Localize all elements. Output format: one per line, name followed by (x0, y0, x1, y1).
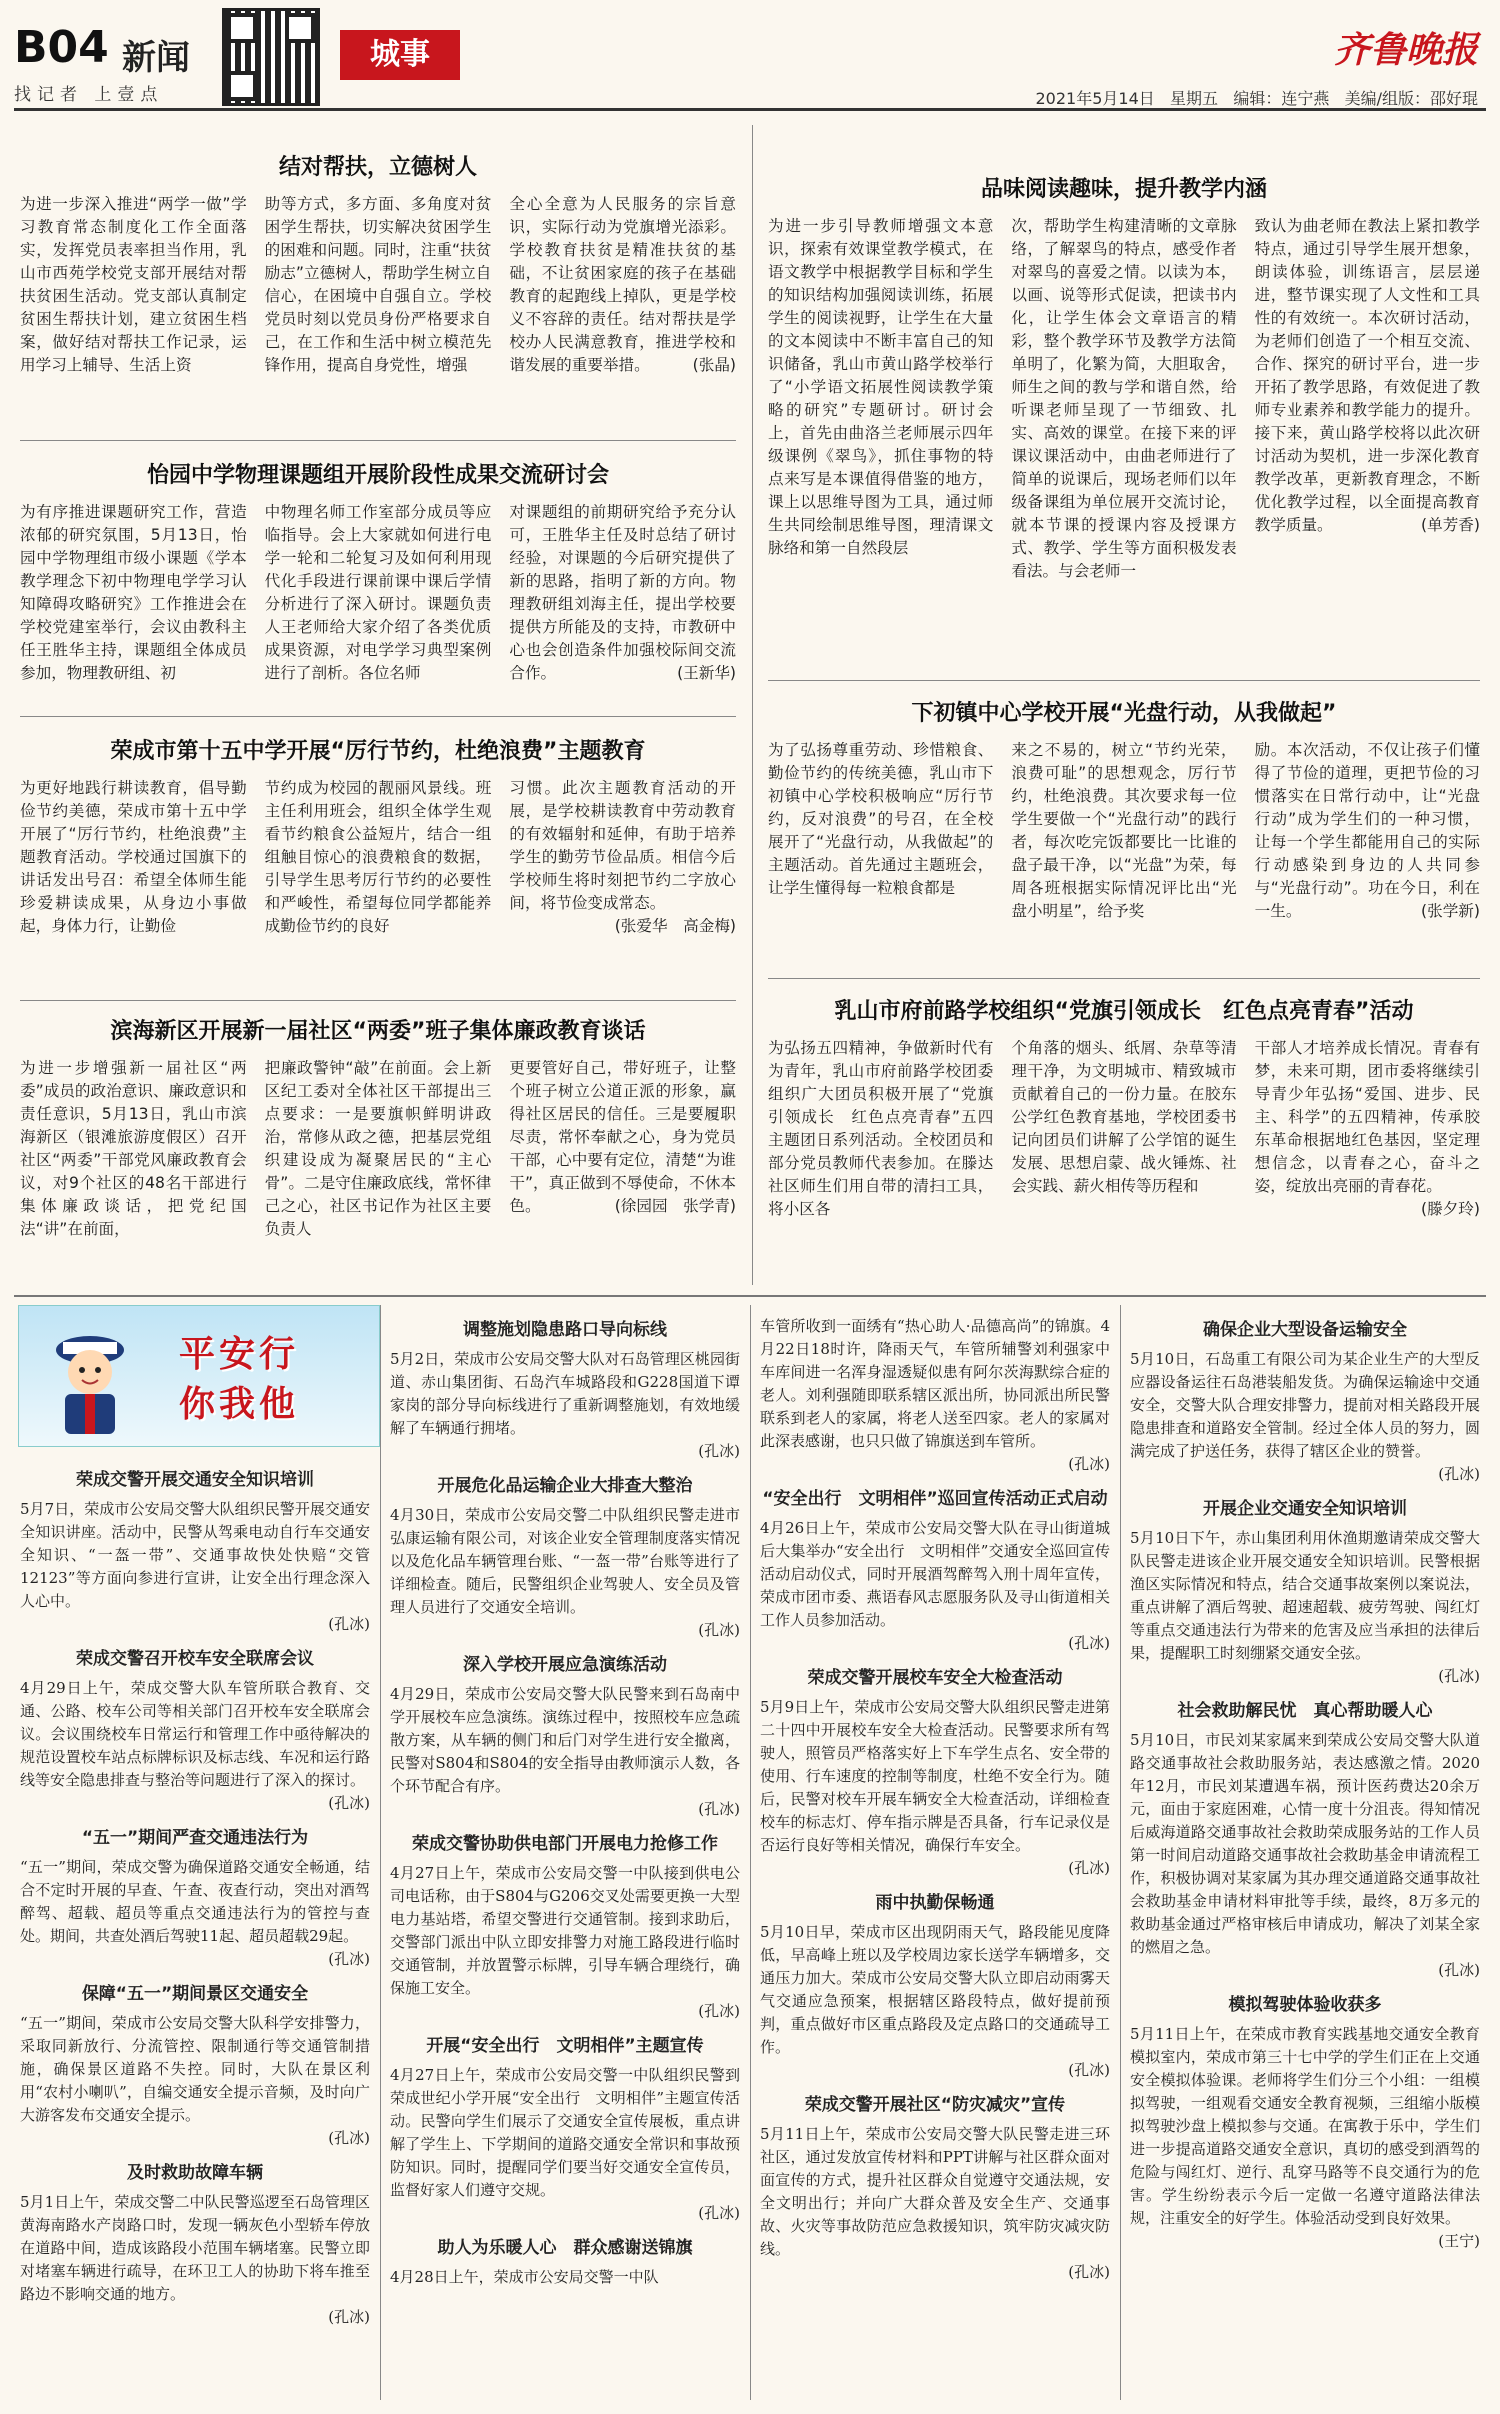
author: (王新华) (677, 664, 737, 682)
page-header (0, 0, 1500, 112)
brief-author: (孔冰) (1068, 1455, 1110, 1473)
brief-title: 开展“安全出行 文明相伴”主题宣传 (426, 2036, 704, 2056)
brief-text: 4月29日，荣成市公安局交警大队民警来到石岛南中学开展校车应急演练。演练过程中，按照校车应急疏散方案，从车辆的侧门和后门对学生进行安全撤离，民警对S804和S804的安全指导由教师演示人数，各个环节配合有序。 (390, 1685, 740, 1795)
section-name: 新闻 (122, 38, 190, 78)
brief-title: 模拟驾驶体验收获多 (1228, 1995, 1382, 2015)
brief-author: (孔冰) (1068, 1859, 1110, 1877)
bottom-column-3 (760, 1305, 1110, 2282)
brief-text: 4月27日上午，荣成市公安局交警一中队接到供电公司电话称，由于S804与G206交叉处需要更换一大型电力基站塔，希望交警进行交通管制。接到求助后，交警部门派出中队立即安排警力对施工路段进行临时交通管制，并放置警示标牌，引导车辆合理绕行，确保施工安全。 (390, 1864, 740, 1997)
article-col: 节约成为校园的靓丽风景线。班主任利用班会，组织全体学生观看节约粮食公益短片，结合一组组触目惊心的浪费粮食的数据，引导学生思考厉行节约的必要性和严峻性，希望每位同学都能养成勤俭节约的良好 (264, 779, 492, 935)
column-divider (752, 125, 753, 1285)
brief-text: 5月10日下午，赤山集团利用休渔期邀请荣成交警大队民警走进该企业开展交通安全知识培训。民警根据渔区实际情况和特点，结合交通事故案例以案说法，重点讲解了酒后驾驶、超速超载、疲劳驾驶、闯红灯等重点交通违法行为带来的危害及应当承担的法律后果，提醒职工时刻绷紧交通安全弦。 (1130, 1529, 1480, 1662)
brief-title: 雨中执勤保畅通 (875, 1893, 995, 1913)
brief-text: “五一”期间，荣成交警为确保道路交通安全畅通，结合不定时开展的早查、午查、夜查行动，突出对酒驾醉驾、超载、超员等重点交通违法行为的管控与查处。期间，共查处酒后驾驶11起、超员超载29起。 (20, 1858, 370, 1945)
qr-code-icon (222, 8, 320, 106)
article-6 (768, 696, 1480, 923)
article-title: 滨海新区开展新一届社区“两委”班子集体廉政教育谈话 (110, 1019, 646, 1044)
article-col: 为进一步增强新一届社区“两委”成员的政治意识、廉政意识和责任意识，5月13日，乳山市滨海新区（银滩旅游度假区）召开社区“两委”干部党风廉政教育会议，对9个社区的48名干部进行集体廉政谈话，把党纪国法“讲”在前面， (20, 1059, 247, 1238)
article-col: 致认为曲老师在教法上紧扣教学特点，通过引导学生展开想象，朗读体验，训练语言，层层递进，整节课实现了人文性和工具性的有效统一。本次研讨活动，为老师们创造了一个相互交流、合作、探究的研讨平台，进一步开拓了教学思路，有效促进了教师专业素养和教学能力的提升。接下来，黄山路学校将以此次研讨活动为契机，进一步深化教育教学改革，更新教育理念，不断优化教学过程，以全面提高教育教学质量。 (单芳香) (1255, 215, 1480, 583)
article-col: 次，帮助学生构建清晰的文章脉络，了解翠鸟的特点，感受作者对翠鸟的喜爱之情。以读为本，以画、说等形式促读，把读书内化，让学生体会文章语言的精彩，整个教学环节及教学方法简单明了，化繁为简，大胆取舍，师生之间的教与学和谐自然，给听课老师呈现了一节细致、扎实、高效的课堂。在接下来的评课议课活动中，由曲老师进行了简单的说课后，现场老师们以年级备课组为单位展开交流讨论，就本节课的授课内容及授课方式、教学、学生等方面积极发表看法。与会老师一 (1011, 217, 1237, 580)
brief-text: 5月11日上午，荣成市公安局交警大队民警走进三环社区，通过发放宣传材料和PPT讲解与社区群众面对面宣传的方式，提升社区群众自觉遵守交通法规，安全文明出行；并向广大群众普及安全生产、交通事故、火灾等事故防范应急救援知识，筑牢防灾减灾防线。 (760, 2125, 1110, 2258)
article-3 (20, 734, 736, 938)
brief-author: (孔冰) (328, 1615, 370, 1633)
brief-title: 荣成交警开展社区“防灾减灾”宣传 (804, 2095, 1066, 2115)
article-4 (20, 1014, 736, 1241)
date: 2021年5月14日 (1035, 89, 1155, 108)
brief-author: (孔冰) (698, 1800, 740, 1818)
brief-title: “五一”期间严查交通违法行为 (81, 1828, 309, 1848)
brief-text: 5月10日，石岛重工有限公司为某企业生产的大型反应器设备运往石岛港装船发货。为确保运输途中交通安全，交警大队合理安排警力，提前对相关路段开展隐患排查和道路安全管制。经过全体人员的努力，圆满完成了护送任务，获得了辖区企业的赞誉。 (1130, 1350, 1480, 1460)
article-col: 更要管好自己，带好班子，让整个班子树立公道正派的形象，赢得社区居民的信任。三是要履职尽责，常怀奉献之心，身为党员干部，心中要有定位，清楚“为谁干”，真正做到不辱使命，不休本色。 (徐园园 张学青) (509, 1057, 736, 1241)
article-2 (20, 458, 736, 685)
brief-title: 社会救助解民忧 真心帮助暖人心 (1177, 1701, 1433, 1721)
article-col: 助等方式，多方面、多角度对贫困学生帮扶，切实解决贫困学生的困难和问题。同时，注重“扶贫励志”立德树人，帮助学生树立自信心，在困境中自强自立。学校党员时刻以党员身份严格要求自己，在工作和生活中树立模范先锋作用，提高自身党性，增强 (264, 195, 492, 374)
dateline (1036, 86, 1479, 109)
weekday: 星期五 (1170, 89, 1219, 108)
author: (张爱华 高金梅) (614, 917, 737, 935)
column-name: 城事 (340, 30, 460, 80)
brief-author: (孔冰) (698, 1442, 740, 1460)
traffic-police-icon (35, 1320, 145, 1436)
brief-title: 助人为乐暖人心 群众感谢送锦旗 (437, 2238, 693, 2258)
divider (20, 716, 736, 717)
divider (768, 978, 1480, 979)
article-col: 为进一步引导教师增强文本意识，探索有效课堂教学模式，在语文教学中根据教学目标和学生的知识结构加强阅读训练，拓展学生的阅读视野，让学生在大量的文本阅读中不断丰富自己的知识储备，乳山市黄山路学校举行了“小学语文拓展性阅读教学策略的研究”专题研讨。研讨会上，首先由曲洛兰老师展示四年级课例《翠鸟》，抓住事物的特点来写是本课值得借鉴的地方，课上以思维导图为工具，通过师生共同绘制思维导图，理清课文脉络和第一自然段层 (768, 217, 994, 557)
brief-text: 4月26日上午，荣成市公安局交警大队在寻山街道城后大集举办“安全出行 文明相伴”交通安全巡回宣传活动启动仪式，同时开展酒驾醉驾入刑十周年宣传，荣成市团市委、燕语春风志愿服务队及寻山街道相关工作人员参加活动。 (760, 1519, 1110, 1629)
article-7 (768, 994, 1480, 1221)
brief-text: 车管所收到一面绣有“热心助人·品德高尚”的锦旗。4月22日18时许，降雨天气，车管所辅警刘利强家中车库间进一名浑身湿透疑似患有阿尔茨海默综合症的老人。刘利强随即联系辖区派出所，协同派出所民警联系到老人的家属，将老人送至四家。老人的家属对此深表感谢，也只只做了锦旗送到车管所。 (760, 1317, 1110, 1450)
author: (张学新) (1421, 902, 1480, 920)
brief-title: 确保企业大型设备运输安全 (1203, 1320, 1407, 1340)
brief-author: (孔冰) (328, 1794, 370, 1812)
brief-author: (孔冰) (1068, 2263, 1110, 2281)
brief-title: 调整施划隐患路口导向标线 (463, 1320, 667, 1340)
brief-title: 保障“五一”期间景区交通安全 (81, 1984, 309, 2004)
brief-text: 5月1日上午，荣成交警二中队民警巡逻至石岛管理区黄海南路水产岗路口时，发现一辆灰色小型轿车停放在道路中间，造成该路段小范围车辆堵塞。民警立即对堵塞车辆进行疏导，在环卫工人的协助下将车推至路边不影响交通的地方。 (20, 2193, 370, 2303)
article-title: 品味阅读趣味，提升教学内涵 (980, 177, 1267, 202)
brief-title: 开展危化品运输企业大排查大整治 (437, 1476, 693, 1496)
brief-author: (孔冰) (328, 1950, 370, 1968)
article-col: 全心全意为人民服务的宗旨意识，实际行动为党旗增光添彩。学校教育扶贫是精准扶贫的基础，不让贫困家庭的孩子在基础教育的起跑线上掉队，更是学校义不容辞的责任。结对帮扶是学校办人民满意教育，推进学校和谐发展的重要举措。 (张晶) (509, 193, 736, 377)
brief-title: 荣成交警开展校车安全大检查活动 (807, 1668, 1063, 1688)
banner-line-2: 你我他 (179, 1383, 300, 1425)
brief-text: 4月30日，荣成市公安局交警二中队组织民警走进市弘康运输有限公司，对该企业安全管理制度落实情况以及危化品车辆管理台账、“一盔一带”台账等进行了详细检查。随后，民警组织企业驾驶人、安全员及管理人员进行了交通安全培训。 (390, 1506, 740, 1616)
banner-line-1: 平安行 (179, 1333, 300, 1375)
divider (768, 680, 1480, 681)
header-rule (14, 108, 1486, 111)
brief-author: (孔冰) (698, 2002, 740, 2020)
article-title: 怡园中学物理课题组开展阶段性成果交流研讨会 (146, 463, 609, 488)
brief-author: (孔冰) (698, 1621, 740, 1639)
brief-author: (孔冰) (328, 2129, 370, 2147)
designer: 美编/组版：邵好琨 (1344, 89, 1478, 108)
article-col: 为了弘扬尊重劳动、珍惜粮食、勤俭节约的传统美德，乳山市下初镇中心学校积极响应“厉行节约，反对浪费”的号召，在全校展开了“光盘行动，从我做起”的主题活动。首先通过主题班会，让学生懂得每一粒粮食都是 (768, 741, 994, 897)
article-col: 为更好地践行耕读教育，倡导勤俭节约美德，荣成市第十五中学开展了“厉行节约，杜绝浪费”主题教育活动。学校通过国旗下的讲话发出号召：希望全体师生能珍爱耕读成果，从身边小事做起，身体力行，让勤俭 (20, 779, 247, 935)
brief-text: 4月28日上午，荣成市公安局交警一中队 (390, 2268, 659, 2286)
brief-title: 开展企业交通安全知识培训 (1203, 1499, 1407, 1519)
brief-text: 5月2日，荣成市公安局交警大队对石岛管理区桃园街道、赤山集团街、石岛汽车城路段和G228国道下谭家岗的部分导向标线进行了重新调整施划，有效地缓解了车辆通行拥堵。 (390, 1350, 740, 1437)
brief-title: 深入学校开展应急演练活动 (463, 1655, 667, 1675)
brief-text: 5月7日，荣成市公安局交警大队组织民警开展交通安全知识讲座。活动中，民警从驾乘电动自行车交通安全知识、“一盔一带”、交通事故快处快赔“交管12123”等方面向参进行宣讲，让安全出行理念深入人心中。 (20, 1500, 370, 1610)
article-col: 来之不易的，树立“节约光荣，浪费可耻”的思想观念，厉行节约，杜绝浪费。其次要求每一位学生要做一个“光盘行动”的践行者，每次吃完饭都要比一比谁的盘子最干净，以“光盘”为荣，每周各班根据实际情况评比出“光盘小明星”，给予奖 (1011, 741, 1237, 920)
safety-banner (18, 1305, 380, 1447)
brief-author: (孔冰) (1438, 1961, 1480, 1979)
article-col: 中物理名师工作室部分成员等应临指导。会上大家就如何进行电学一轮和二轮复习及如何利用现代化手段进行课前课中课后学情分析进行了深入研讨。课题负责人王老师给大家介绍了各类优质成果资源，对电学学习典型案例进行了剖析。各位名师 (264, 503, 492, 682)
editor: 编辑：连宁燕 (1233, 89, 1330, 108)
brief-author: (孔冰) (1438, 1465, 1480, 1483)
author: (单芳香) (1421, 516, 1480, 534)
brief-title: 荣成交警开展交通安全知识培训 (76, 1470, 314, 1490)
article-title: 下初镇中心学校开展“光盘行动，从我做起” (911, 701, 1337, 726)
brief-title: 荣成交警协助供电部门开展电力抢修工作 (412, 1834, 718, 1854)
brief-title: 及时救助故障车辆 (127, 2163, 263, 2183)
brief-author: (孔冰) (1438, 1667, 1480, 1685)
article-col: 为进一步深入推进“两学一做”学习教育常态制度化工作全面落实，发挥党员表率担当作用，乳山市西苑学校党支部开展结对帮扶贫困生活动。党支部认真制定贫困生帮扶计划，建立贫困生档案，做好结对帮扶工作记录，运用学习上辅导、生活上资 (20, 195, 247, 374)
article-col: 为弘扬五四精神，争做新时代有为青年，乳山市府前路学校团委组织广大团员积极开展了“党旗引领成长 红色点亮青春”五四主题团日系列活动。全校团员和部分党员教师代表参加。在滕达社区师生们用自带的清扫工具，将小区各 (768, 1039, 994, 1218)
article-col: 个角落的烟头、纸屑、杂草等清理干净，为文明城市、精致城市贡献着自己的一份力量。在胶东公学红色教育基地，学校团委书记向团员们讲解了公学馆的诞生发展、思想启蒙、战火锤炼、社会实践、薪火相传等历程和 (1011, 1039, 1237, 1195)
article-1 (20, 150, 736, 377)
brief-author: (孔冰) (1068, 1634, 1110, 1652)
bottom-column-1 (20, 1455, 370, 2327)
article-title: 乳山市府前路学校组织“党旗引领成长 红色点亮青春”活动 (834, 999, 1414, 1024)
article-col: 为有序推进课题研究工作，营造浓郁的研究氛围，5月13日，怡园中学物理组市级小课题《学本教学理念下初中物理电学学习认知障碍攻略研究》工作推进会在学校党建室举行，会议由教科主任王胜华主持，课题组全体成员参加，物理教研组、初 (20, 503, 247, 682)
brief-text: 5月11日上午，在荣成市教育实践基地交通安全教育模拟室内，荣成市第三十七中学的学生们正在上交通安全模拟体验课。老师将学生们分三个小组：一组模拟驾驶，一组观看交通安全教育视频，三组缩小版模拟驾驶沙盘上模拟参与交通。在寓教于乐中，学生们进一步提高道路交通安全意识，真切的感受到酒驾的危险与闯红灯、逆行、乱穿马路等不良交通行为的危害。学生纷纷表示今后一定做一名遵守道路法律法规，注重安全的好学生。体验活动受到良好效果。 (1130, 2025, 1480, 2227)
brief-author: (孔冰) (698, 2204, 740, 2222)
brief-text: 5月9日上午，荣成市公安局交警大队组织民警走进第二十四中开展校车安全大检查活动。民警要求所有驾驶人，照管员严格落实好上下车学生点名、安全带的使用、行车速度的控制等制度，杜绝不安全行为。随后，民警对校车开展车辆安全大检查活动，详细检查校车的标志灯、停车指示牌是否具备，行车记录仪是否运行良好等相关情况，确保行车安全。 (760, 1698, 1110, 1854)
brief-title: “安全出行 文明相伴”巡回宣传活动正式启动 (762, 1489, 1108, 1509)
divider (20, 1000, 736, 1001)
article-col: 励。本次活动，不仅让孩子们懂得了节俭的道理，更把节俭的习惯落实在日常行动中，让“光盘行动”成为学生们的一种习惯，让每一个学生都能用自己的实际行动感染到身边的人共同参与“光盘行动”。功在今日，利在一生。 (张学新) (1255, 739, 1480, 923)
brief-author: (王宁) (1438, 2232, 1480, 2250)
column-divider (380, 1305, 381, 2400)
author: (滕夕玲) (1421, 1200, 1480, 1218)
brief-title: 荣成交警召开校车安全联席会议 (76, 1649, 314, 1669)
page-number: B04 (14, 22, 109, 73)
brief-text: “五一”期间，荣成市公安局交警大队科学安排警力，采取同新放行、分流管控、限制通行等交通管制措施，确保景区道路不失控。同时，大队在景区利用“农村小喇叭”，自编交通安全提示音频，及时向广大游客发布交通安全提示。 (20, 2014, 370, 2124)
brief-text: 5月10日早，荣成市区出现阴雨天气，路段能见度降低，早高峰上班以及学校周边家长送学车辆增多，交通压力加大。荣成市公安局交警大队立即启动雨雾天气交通应急预案，根据辖区路段特点，做好提前预判，重点做好市区重点路段及定点路口的交通疏导工作。 (760, 1923, 1110, 2056)
slogan: 找记者 上壹点 (14, 85, 164, 105)
brief-text: 4月27日上午，荣成市公安局交警一中队组织民警到荣成世纪小学开展“安全出行 文明相伴”主题宣传活动。民警向学生们展示了交通安全宣传展板，重点讲解了学生上、下学期间的道路交通安全常识和事故预防知识。同时，提醒同学们要当好交通安全宣传员，监督好家人们遵守交规。 (390, 2066, 740, 2199)
section-rule (14, 1295, 1486, 1297)
bottom-column-4 (1130, 1305, 1480, 2251)
author: (张晶) (692, 356, 737, 374)
article-5 (768, 172, 1480, 583)
article-col: 对课题组的前期研究给予充分认可，王胜华主任及时总结了研讨经验，对课题的今后研究提供了新的思路，指明了新的方向。物理教研组刘海主任，提出学校要提供方所能及的支持，市教研中心也会创造条件加强校际间交流合作。 (王新华) (509, 501, 736, 685)
column-divider (750, 1305, 751, 2400)
brief-author: (孔冰) (1068, 2061, 1110, 2079)
article-title: 荣成市第十五中学开展“厉行节约，杜绝浪费”主题教育 (110, 739, 646, 764)
newspaper-logo: 齐鲁晚报 (1333, 29, 1478, 71)
divider (20, 440, 736, 441)
article-col: 干部人才培养成长情况。青春有梦，未来可期，团市委将继续引导青少年弘扬“爱国、进步、民主、科学”的五四精神，传承胶东革命根据地红色基因，坚定理想信念，以青春之心，奋斗之姿，绽放出亮丽的青春花。 (滕夕玲) (1255, 1037, 1480, 1221)
bottom-column-2 (390, 1305, 740, 2289)
author: (徐园园 张学青) (614, 1197, 737, 1215)
brief-text: 5月10日，市民刘某家属来到荣成公安局交警大队道路交通事故社会救助服务站，表达感激之情。2020年12月，市民刘某遭遇车祸，预计医药费达20余万元，面由于家庭困难，心情一度十分沮丧。得知情况后威海道路交通事故社会救助荣成服务站的工作人员第一时间启动道路交通事故社会救助基金申请流程工作，积极协调对某家属为其办理交通道路交通事故社会救助基金申请材料审批等手续，最终，8万多元的救助基金通过严格审核后申请成功，解决了刘某全家的燃眉之急。 (1130, 1731, 1480, 1956)
article-title: 结对帮扶，立德树人 (278, 155, 477, 180)
article-col: 把廉政警钟“敲”在前面。会上新区纪工委对全体社区干部提出三点要求：一是要旗帜鲜明讲政治，常修从政之德，把基层党组织建设成为凝聚居民的“主心骨”。二是守住廉政底线，常怀律己之心，社区书记作为社区主要负责人 (264, 1059, 492, 1238)
brief-author: (孔冰) (328, 2308, 370, 2326)
column-divider (1120, 1305, 1121, 2400)
article-col: 习惯。此次主题教育活动的开展，是学校耕读教育中劳动教育的有效辐射和延伸，有助于培养学生的勤劳节俭品质。相信今后学校师生将时刻把节约二字放心间，将节俭变成常态。 (张爱华 高金梅) (509, 777, 736, 938)
brief-text: 4月29日上午，荣成交警大队车管所联合教育、交通、公路、校车公司等相关部门召开校车安全联席会议。会议围绕校车日常运行和管理工作中亟待解决的规范设置校车站点标牌标识及标志线、车况和运行路线等安全隐患排查与整治等问题进行了深入的探讨。 (20, 1679, 370, 1789)
